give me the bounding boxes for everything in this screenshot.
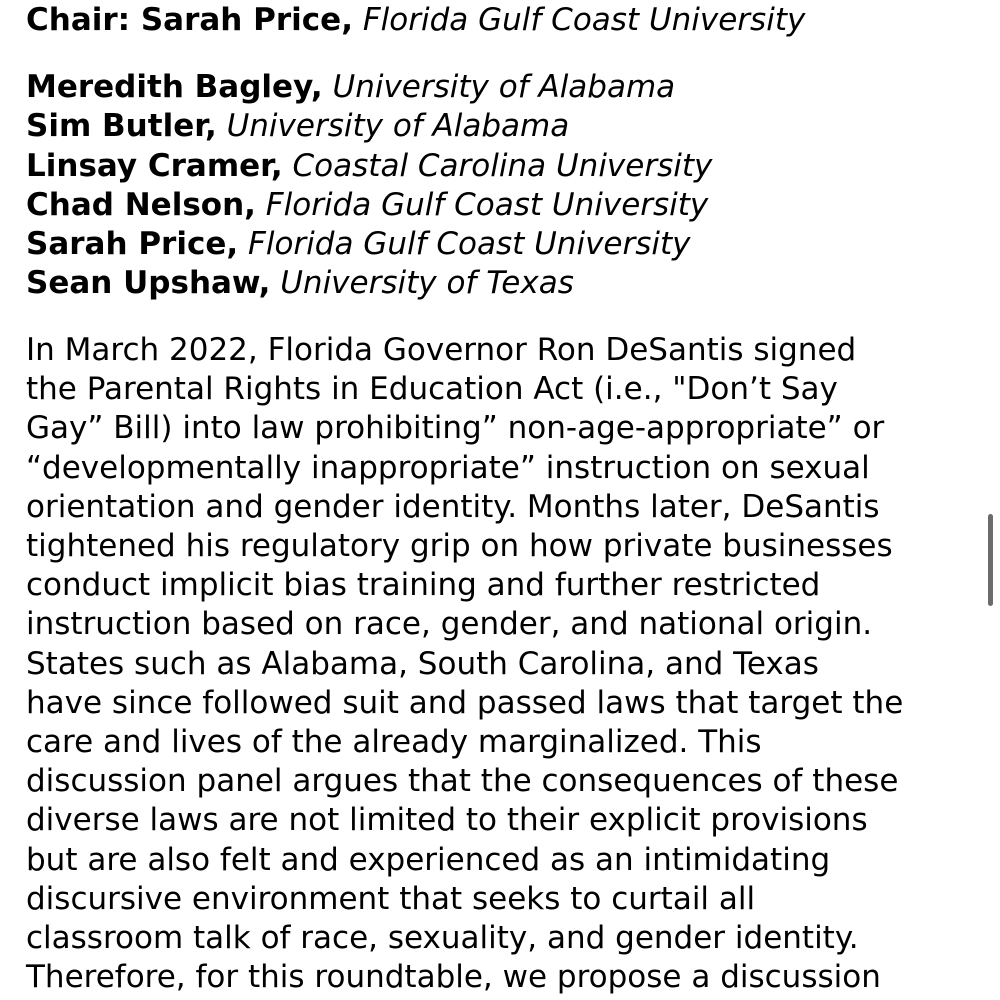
abstract-line: classroom talk of race, sexuality, and gender identity. xyxy=(26,920,859,957)
panelist-name: Linsay Cramer, xyxy=(26,147,283,184)
panelist xyxy=(26,225,712,264)
abstract-line: have since followed suit and passed laws that target the xyxy=(26,684,904,721)
panelist-affiliation: University of Alabama xyxy=(332,69,676,105)
abstract-line: care and lives of the already marginalized. This xyxy=(26,724,762,761)
panelist-name: Chad Nelson, xyxy=(26,186,256,223)
panelist-affiliation: Florida Gulf Coast University xyxy=(265,186,709,223)
abstract-line: Gay” Bill) into law prohibiting” non-age-appropriate” or xyxy=(26,410,885,447)
chair-affiliation: Florida Gulf Coast University xyxy=(362,2,806,38)
abstract-line: In March 2022, Florida Governor Ron DeSantis signed xyxy=(26,332,857,368)
abstract-line: conduct implicit bias training and further restricted xyxy=(26,567,821,604)
abstract-line: Therefore, for this roundtable, we propose a discussion xyxy=(26,959,881,996)
panelist xyxy=(26,264,712,303)
panelist-affiliation: Florida Gulf Coast University xyxy=(248,226,691,263)
abstract-line: the Parental Rights in Education Act (i.e., "Don’t Say xyxy=(26,371,838,408)
panelist xyxy=(26,186,712,225)
abstract-line: States such as Alabama, South Carolina, and Texas xyxy=(26,645,819,682)
chair-line xyxy=(26,0,805,40)
abstract-line: tightened his regulatory grip on how private businesses xyxy=(26,528,893,565)
chair-name: Chair: Sarah Price, xyxy=(26,2,353,38)
panelist-affiliation: University of Texas xyxy=(280,265,574,302)
panelist xyxy=(26,147,712,186)
abstract-line: orientation and gender identity. Months later, DeSantis xyxy=(26,488,880,525)
abstract-line: instruction based on race, gender, and national origin. xyxy=(26,606,873,643)
panelist-name: Sim Butler, xyxy=(26,108,217,145)
vertical-scrollbar[interactable] xyxy=(988,514,993,606)
panelist-affiliation: Coastal Carolina University xyxy=(292,147,713,184)
abstract-line: but are also felt and experienced as an intimidating xyxy=(26,841,831,878)
abstract-paragraph xyxy=(26,331,903,997)
panelist-affiliation: University of Alabama xyxy=(226,108,570,145)
panelist-list xyxy=(26,68,712,304)
abstract-line: “developmentally inappropriate” instruction on sexual xyxy=(26,449,870,486)
panelist-name: Sarah Price, xyxy=(26,226,239,263)
abstract-line: discursive environment that seeks to curtail all xyxy=(26,880,756,917)
panelist-name: Sean Upshaw, xyxy=(26,265,271,302)
panelist-name: Meredith Bagley, xyxy=(26,69,323,105)
panelist xyxy=(26,107,712,146)
abstract-line: diverse laws are not limited to their explicit provisions xyxy=(26,802,868,839)
panelist xyxy=(26,68,712,107)
abstract-line: discussion panel argues that the consequences of these xyxy=(26,763,899,800)
